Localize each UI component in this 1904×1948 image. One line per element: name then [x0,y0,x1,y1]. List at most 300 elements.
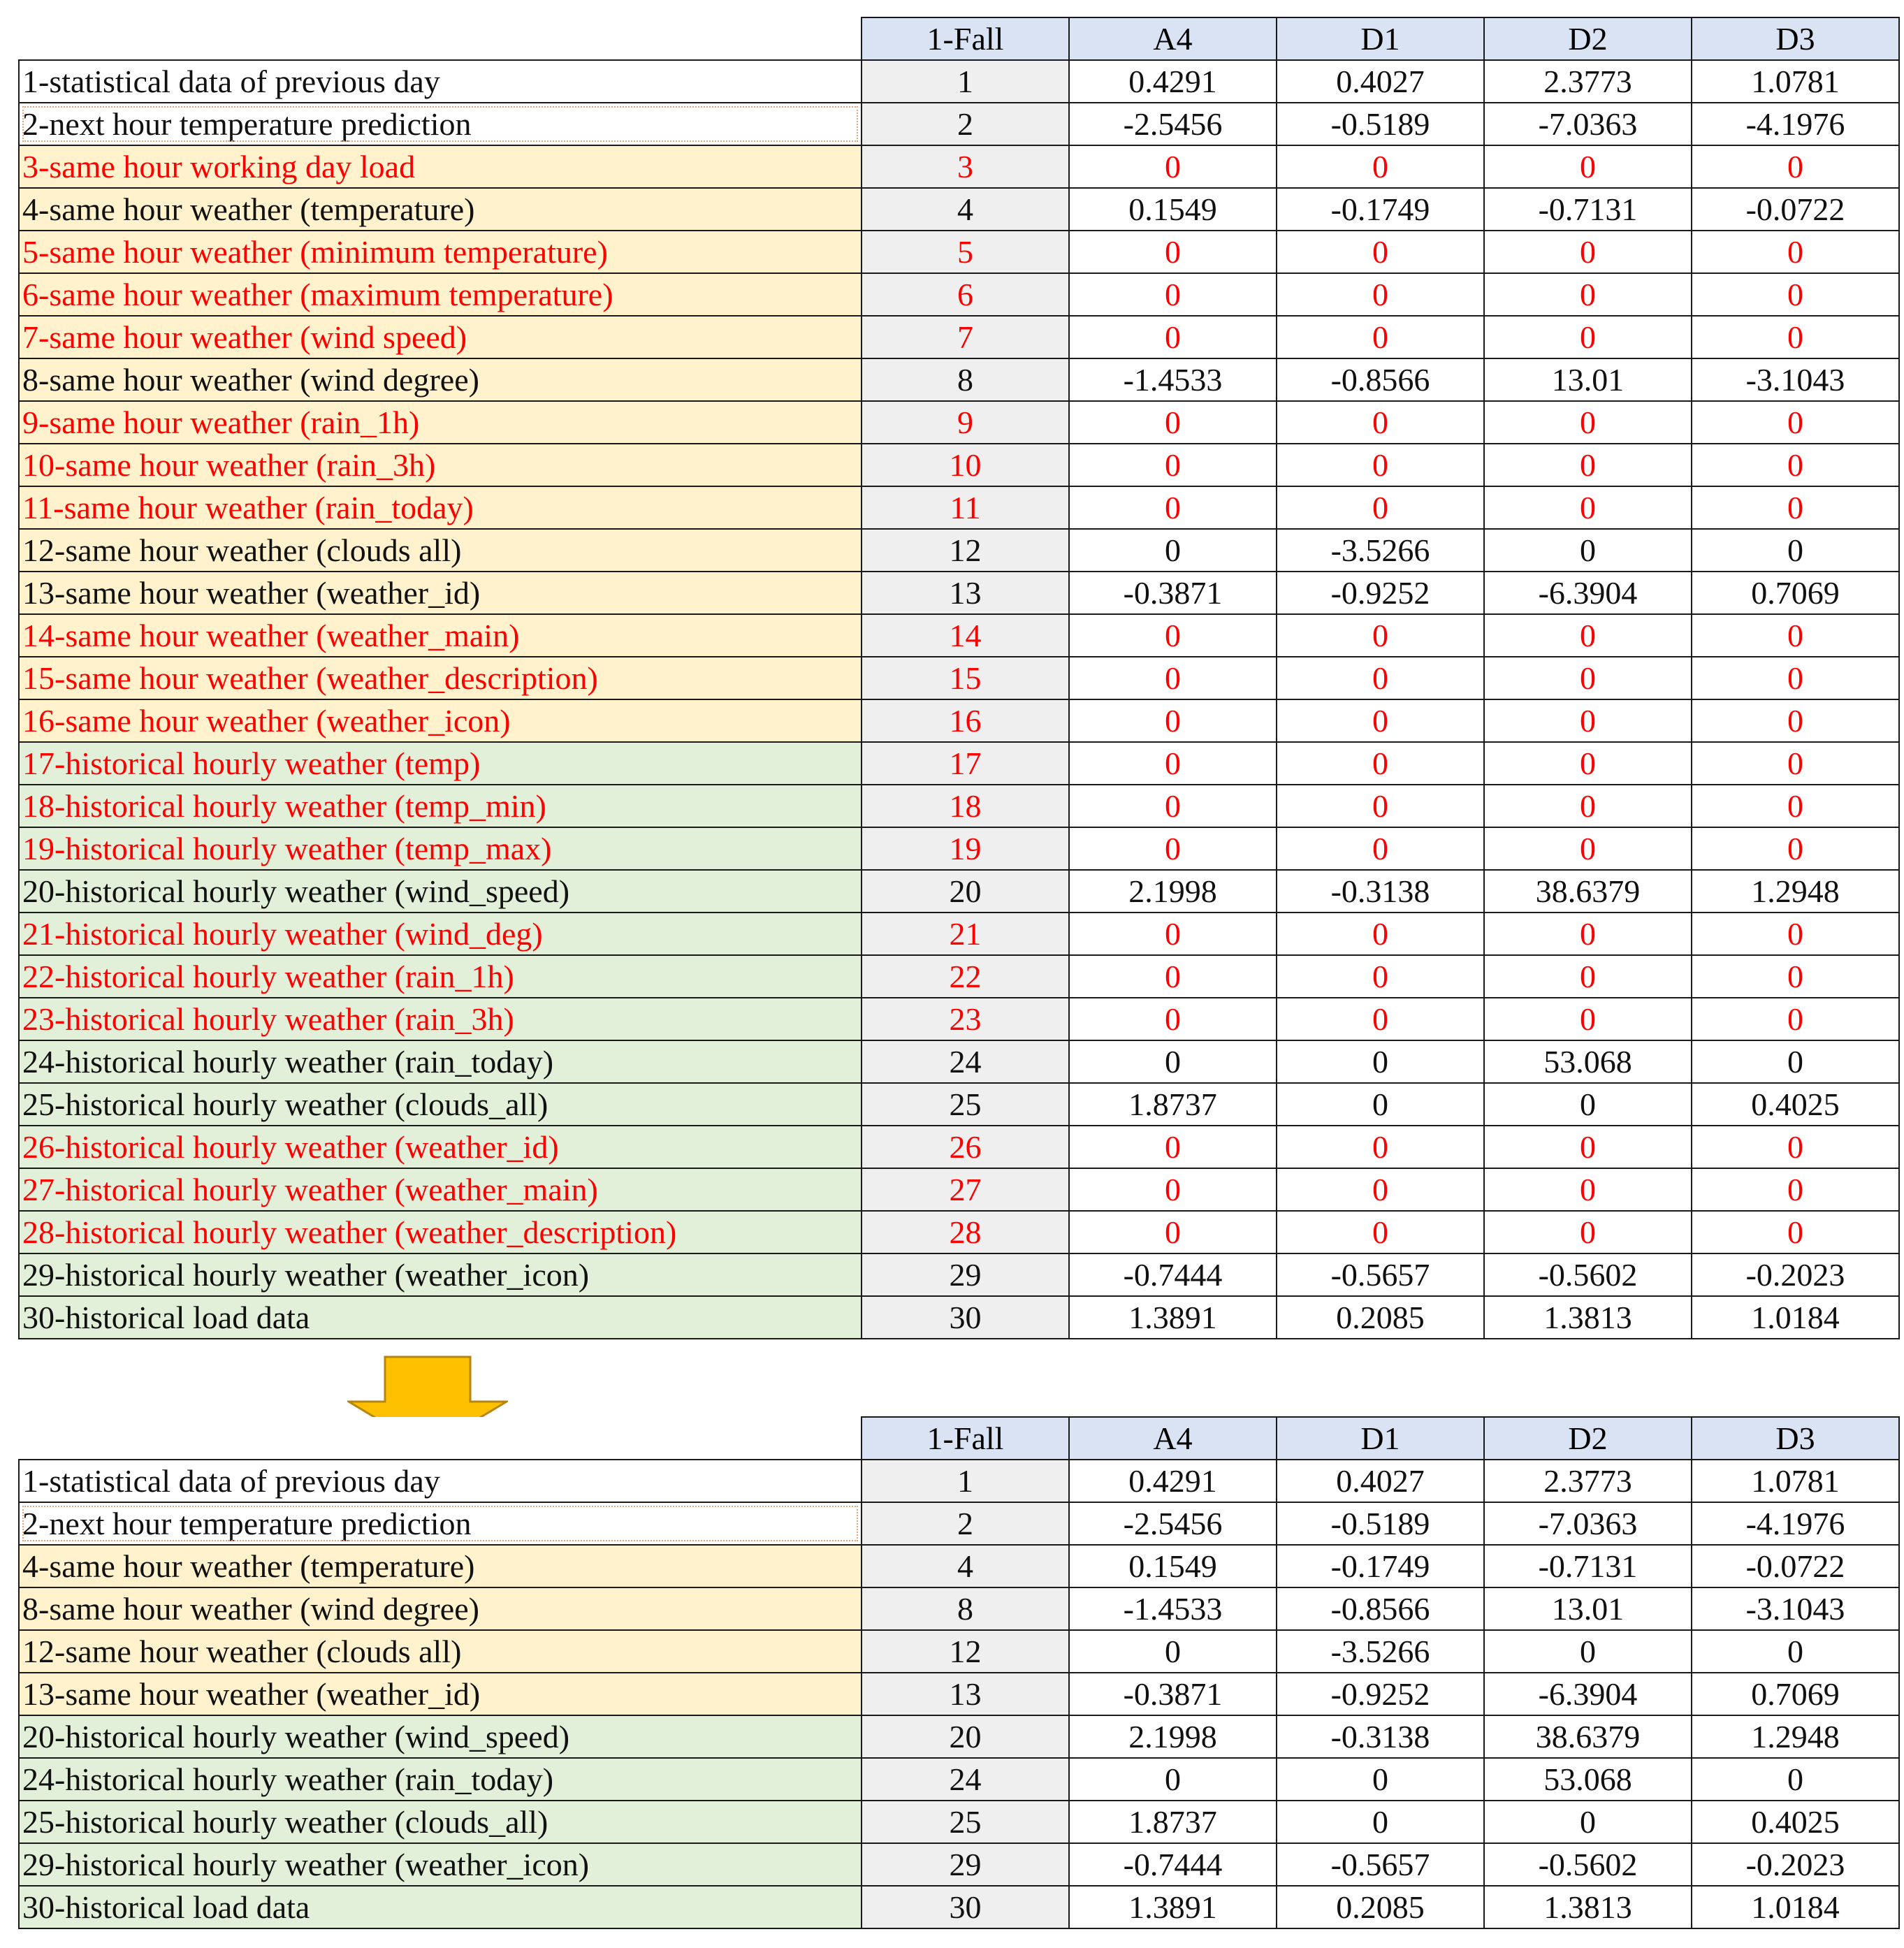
feature-label: 19-historical hourly weather (temp_max) [19,827,862,870]
feature-label: 2-next hour temperature prediction [19,1502,862,1545]
feature-table-full-body [19,17,1899,1339]
value-cell: 0 [1484,614,1692,657]
column-header: D3 [1692,17,1899,60]
value-cell: 1.0781 [1692,1460,1899,1502]
value-cell: 13.01 [1484,1587,1692,1630]
value-cell: 0 [1484,273,1692,316]
value-cell: -3.1043 [1692,1587,1899,1630]
table-row [19,103,1899,145]
value-cell: -0.7131 [1484,1545,1692,1587]
value-cell: 38.6379 [1484,1715,1692,1758]
value-cell: 0 [1692,913,1899,955]
value-cell: -6.3904 [1484,1673,1692,1715]
value-cell: -0.8566 [1277,1587,1484,1630]
value-cell: 0 [1277,1758,1484,1801]
table-row [19,486,1899,529]
value-cell: 0 [1069,401,1277,444]
value-cell: -0.9252 [1277,1673,1484,1715]
value-cell: 0 [1069,614,1277,657]
feature-label: 12-same hour weather (clouds all) [19,529,862,572]
value-cell: -0.5189 [1277,103,1484,145]
value-cell: 0 [1277,316,1484,358]
value-cell: -1.4533 [1069,358,1277,401]
value-cell: 0 [1484,1630,1692,1673]
value-cell: 1.3891 [1069,1296,1277,1339]
feature-label: 10-same hour weather (rain_3h) [19,444,862,486]
value-cell: 0 [1484,444,1692,486]
value-cell: -3.1043 [1692,358,1899,401]
feature-index: 8 [862,358,1069,401]
value-cell: 0 [1069,742,1277,785]
table-row [19,316,1899,358]
feature-label: 12-same hour weather (clouds all) [19,1630,862,1673]
feature-label: 17-historical hourly weather (temp) [19,742,862,785]
value-cell: 0 [1484,657,1692,699]
value-cell: 0.4291 [1069,1460,1277,1502]
table-row [19,1673,1899,1715]
feature-index: 22 [862,955,1069,998]
feature-index: 9 [862,401,1069,444]
feature-label: 14-same hour weather (weather_main) [19,614,862,657]
value-cell: 53.068 [1484,1040,1692,1083]
value-cell: 2.3773 [1484,1460,1692,1502]
value-cell: 0 [1277,486,1484,529]
value-cell: 0 [1692,614,1899,657]
value-cell: 0 [1692,998,1899,1040]
value-cell: 0.1549 [1069,188,1277,231]
value-cell: 2.1998 [1069,870,1277,913]
feature-index: 12 [862,1630,1069,1673]
value-cell: 0 [1069,145,1277,188]
table-row [19,60,1899,103]
feature-index: 19 [862,827,1069,870]
feature-index: 3 [862,145,1069,188]
value-cell: -0.5602 [1484,1843,1692,1886]
feature-index: 10 [862,444,1069,486]
table-row [19,1211,1899,1253]
feature-index: 25 [862,1083,1069,1126]
value-cell: -0.5189 [1277,1502,1484,1545]
value-cell: 0 [1484,699,1692,742]
feature-label: 20-historical hourly weather (wind_speed) [19,1715,862,1758]
value-cell: 0 [1069,1126,1277,1168]
value-cell: 0 [1069,913,1277,955]
value-cell: -0.8566 [1277,358,1484,401]
feature-label: 28-historical hourly weather (weather_description) [19,1211,862,1253]
table-row [19,529,1899,572]
header-row [19,1417,1899,1460]
value-cell: 0 [1692,955,1899,998]
feature-index: 7 [862,316,1069,358]
table-row [19,401,1899,444]
feature-index: 30 [862,1886,1069,1928]
table-row [19,358,1899,401]
value-cell: 0 [1069,699,1277,742]
table-row [19,273,1899,316]
value-cell: 0 [1484,145,1692,188]
feature-index: 5 [862,231,1069,273]
value-cell: 0.4027 [1277,60,1484,103]
table-row [19,1083,1899,1126]
feature-index: 17 [862,742,1069,785]
value-cell: 0 [1692,273,1899,316]
value-cell: -0.5657 [1277,1253,1484,1296]
feature-label: 23-historical hourly weather (rain_3h) [19,998,862,1040]
value-cell: 1.0781 [1692,60,1899,103]
value-cell: -0.7444 [1069,1843,1277,1886]
value-cell: -0.5602 [1484,1253,1692,1296]
feature-label: 30-historical load data [19,1886,862,1928]
value-cell: 0 [1277,1168,1484,1211]
value-cell: 0 [1277,955,1484,998]
feature-label: 22-historical hourly weather (rain_1h) [19,955,862,998]
value-cell: 0 [1484,1801,1692,1843]
value-cell: 0 [1277,742,1484,785]
value-cell: -0.2023 [1692,1843,1899,1886]
table-row [19,572,1899,614]
table-row [19,913,1899,955]
value-cell: 0 [1277,444,1484,486]
value-cell: 0 [1692,699,1899,742]
value-cell: -0.3871 [1069,572,1277,614]
value-cell: 0 [1069,273,1277,316]
value-cell: 0 [1484,913,1692,955]
value-cell: 0 [1692,1040,1899,1083]
value-cell: 1.3813 [1484,1296,1692,1339]
feature-label: 26-historical hourly weather (weather_id) [19,1126,862,1168]
column-header: 1-Fall [862,17,1069,60]
value-cell: 13.01 [1484,358,1692,401]
value-cell: 0 [1484,1126,1692,1168]
table-row [19,742,1899,785]
value-cell: 0 [1692,1168,1899,1211]
feature-label: 25-historical hourly weather (clouds_all) [19,1083,862,1126]
feature-label: 7-same hour weather (wind speed) [19,316,862,358]
value-cell: 0 [1692,316,1899,358]
value-cell: -1.4533 [1069,1587,1277,1630]
feature-index: 13 [862,572,1069,614]
value-cell: 0 [1692,785,1899,827]
table-row [19,1587,1899,1630]
value-cell: 0 [1277,785,1484,827]
value-cell: -0.3138 [1277,1715,1484,1758]
value-cell: 38.6379 [1484,870,1692,913]
feature-label: 3-same hour working day load [19,145,862,188]
feature-label: 18-historical hourly weather (temp_min) [19,785,862,827]
feature-index: 2 [862,103,1069,145]
table-row [19,1040,1899,1083]
table-row [19,444,1899,486]
value-cell: -2.5456 [1069,1502,1277,1545]
value-cell: 2.1998 [1069,1715,1277,1758]
value-cell: 0 [1484,1083,1692,1126]
feature-label: 11-same hour weather (rain_today) [19,486,862,529]
feature-label: 15-same hour weather (weather_description) [19,657,862,699]
table-row [19,1886,1899,1928]
table-row [19,1126,1899,1168]
value-cell: 0 [1484,998,1692,1040]
feature-index: 28 [862,1211,1069,1253]
value-cell: 0 [1277,1083,1484,1126]
value-cell: 0 [1277,827,1484,870]
value-cell: -4.1976 [1692,1502,1899,1545]
value-cell: 0 [1069,1758,1277,1801]
value-cell: -4.1976 [1692,103,1899,145]
value-cell: 0 [1277,1126,1484,1168]
value-cell: 0 [1069,998,1277,1040]
feature-index: 27 [862,1168,1069,1211]
feature-index: 23 [862,998,1069,1040]
feature-label: 4-same hour weather (temperature) [19,188,862,231]
feature-label: 8-same hour weather (wind degree) [19,358,862,401]
value-cell: 0 [1692,742,1899,785]
value-cell: 1.3891 [1069,1886,1277,1928]
value-cell: 0 [1484,529,1692,572]
feature-index: 29 [862,1253,1069,1296]
value-cell: 0 [1484,1168,1692,1211]
feature-index: 4 [862,1545,1069,1587]
table-row [19,1253,1899,1296]
value-cell: -0.5657 [1277,1843,1484,1886]
value-cell: 0 [1069,486,1277,529]
value-cell: 0.4291 [1069,60,1277,103]
value-cell: 0 [1069,1630,1277,1673]
table-row [19,699,1899,742]
value-cell: 0 [1277,231,1484,273]
feature-index: 8 [862,1587,1069,1630]
value-cell: 0.4027 [1277,1460,1484,1502]
feature-label: 1-statistical data of previous day [19,1460,862,1502]
value-cell: 53.068 [1484,1758,1692,1801]
value-cell: -0.1749 [1277,1545,1484,1587]
value-cell: -0.0722 [1692,188,1899,231]
table-row [19,1843,1899,1886]
feature-index: 25 [862,1801,1069,1843]
header-blank-cell [19,1417,862,1460]
value-cell: 0 [1069,316,1277,358]
value-cell: 0 [1277,913,1484,955]
feature-table-full [18,17,1900,1339]
value-cell: 0 [1484,955,1692,998]
value-cell: 0 [1692,1630,1899,1673]
feature-label: 13-same hour weather (weather_id) [19,1673,862,1715]
column-header: D2 [1484,1417,1692,1460]
table-row [19,1758,1899,1801]
table-row [19,998,1899,1040]
table-row [19,785,1899,827]
feature-index: 13 [862,1673,1069,1715]
feature-index: 20 [862,870,1069,913]
value-cell: -3.5266 [1277,529,1484,572]
value-cell: 0.2085 [1277,1886,1484,1928]
value-cell: 0 [1277,998,1484,1040]
value-cell: 0 [1069,1211,1277,1253]
table-row [19,1715,1899,1758]
value-cell: 0 [1277,657,1484,699]
feature-label: 21-historical hourly weather (wind_deg) [19,913,862,955]
feature-label: 29-historical hourly weather (weather_icon) [19,1843,862,1886]
value-cell: 0 [1692,401,1899,444]
feature-table-selected [18,1416,1900,1929]
value-cell: 0 [1277,1040,1484,1083]
table-row [19,188,1899,231]
feature-label: 9-same hour weather (rain_1h) [19,401,862,444]
feature-index: 1 [862,60,1069,103]
feature-index: 30 [862,1296,1069,1339]
value-cell: 1.0184 [1692,1296,1899,1339]
value-cell: 0 [1484,1211,1692,1253]
column-header: 1-Fall [862,1417,1069,1460]
column-header: D1 [1277,17,1484,60]
feature-index: 14 [862,614,1069,657]
value-cell: 0 [1069,785,1277,827]
value-cell: -0.7131 [1484,188,1692,231]
feature-index: 6 [862,273,1069,316]
table-row [19,1460,1899,1502]
value-cell: 0.4025 [1692,1801,1899,1843]
feature-label: 2-next hour temperature prediction [19,103,862,145]
value-cell: -0.3871 [1069,1673,1277,1715]
value-cell: 0 [1277,273,1484,316]
feature-index: 2 [862,1502,1069,1545]
feature-label: 1-statistical data of previous day [19,60,862,103]
table-row [19,955,1899,998]
feature-label: 16-same hour weather (weather_icon) [19,699,862,742]
value-cell: -7.0363 [1484,1502,1692,1545]
value-cell: 1.3813 [1484,1886,1692,1928]
table-row [19,614,1899,657]
value-cell: 0 [1484,742,1692,785]
value-cell: 0 [1484,785,1692,827]
value-cell: 0 [1692,1758,1899,1801]
feature-label: 6-same hour weather (maximum temperature) [19,273,862,316]
column-header: D2 [1484,17,1692,60]
feature-label: 30-historical load data [19,1296,862,1339]
feature-label: 24-historical hourly weather (rain_today) [19,1758,862,1801]
value-cell: 0 [1692,529,1899,572]
value-cell: -0.9252 [1277,572,1484,614]
value-cell: 0 [1277,401,1484,444]
feature-label: 13-same hour weather (weather_id) [19,572,862,614]
value-cell: 1.2948 [1692,1715,1899,1758]
feature-label: 27-historical hourly weather (weather_main) [19,1168,862,1211]
feature-index: 16 [862,699,1069,742]
table-row [19,1296,1899,1339]
column-header: D3 [1692,1417,1899,1460]
feature-index: 24 [862,1758,1069,1801]
feature-label: 4-same hour weather (temperature) [19,1545,862,1587]
value-cell: -0.0722 [1692,1545,1899,1587]
table-row [19,1801,1899,1843]
value-cell: 0 [1069,955,1277,998]
feature-table-selected-body [19,1417,1899,1928]
value-cell: -3.5266 [1277,1630,1484,1673]
value-cell: 0.7069 [1692,1673,1899,1715]
value-cell: 0 [1484,827,1692,870]
value-cell: 0 [1069,529,1277,572]
value-cell: 0 [1277,699,1484,742]
feature-index: 21 [862,913,1069,955]
value-cell: 0 [1692,1126,1899,1168]
header-row [19,17,1899,60]
feature-index: 18 [862,785,1069,827]
feature-label: 20-historical hourly weather (wind_speed) [19,870,862,913]
value-cell: 0 [1277,145,1484,188]
column-header: A4 [1069,17,1277,60]
value-cell: 1.0184 [1692,1886,1899,1928]
value-cell: 0 [1484,231,1692,273]
value-cell: 0 [1692,145,1899,188]
value-cell: 0 [1692,657,1899,699]
value-cell: 0 [1069,657,1277,699]
value-cell: 0 [1277,1211,1484,1253]
value-cell: -0.2023 [1692,1253,1899,1296]
value-cell: 0 [1484,486,1692,529]
header-blank-cell [19,17,862,60]
value-cell: -0.1749 [1277,188,1484,231]
value-cell: -2.5456 [1069,103,1277,145]
value-cell: 0 [1069,1168,1277,1211]
feature-index: 29 [862,1843,1069,1886]
table-row [19,1545,1899,1587]
table-row [19,1168,1899,1211]
value-cell: 0 [1484,401,1692,444]
feature-label: 8-same hour weather (wind degree) [19,1587,862,1630]
value-cell: 0 [1069,231,1277,273]
feature-index: 4 [862,188,1069,231]
table-row [19,1630,1899,1673]
value-cell: 0.1549 [1069,1545,1277,1587]
table-row [19,145,1899,188]
value-cell: 1.8737 [1069,1801,1277,1843]
value-cell: 0 [1692,231,1899,273]
table-row [19,1502,1899,1545]
value-cell: -0.7444 [1069,1253,1277,1296]
feature-label: 5-same hour weather (minimum temperature) [19,231,862,273]
feature-index: 15 [862,657,1069,699]
table-row [19,231,1899,273]
feature-index: 11 [862,486,1069,529]
feature-index: 12 [862,529,1069,572]
column-header: D1 [1277,1417,1484,1460]
value-cell: 0 [1484,316,1692,358]
value-cell: 0.2085 [1277,1296,1484,1339]
value-cell: 0 [1069,827,1277,870]
table-row [19,870,1899,913]
feature-label: 24-historical hourly weather (rain_today) [19,1040,862,1083]
value-cell: 0 [1692,444,1899,486]
value-cell: 1.2948 [1692,870,1899,913]
value-cell: 0 [1692,486,1899,529]
value-cell: 0 [1277,614,1484,657]
value-cell: 0 [1692,1211,1899,1253]
feature-index: 26 [862,1126,1069,1168]
value-cell: 0.4025 [1692,1083,1899,1126]
table-row [19,657,1899,699]
feature-index: 20 [862,1715,1069,1758]
value-cell: 0 [1277,1801,1484,1843]
value-cell: -6.3904 [1484,572,1692,614]
column-header: A4 [1069,1417,1277,1460]
value-cell: 2.3773 [1484,60,1692,103]
value-cell: 0 [1069,1040,1277,1083]
feature-index: 24 [862,1040,1069,1083]
feature-index: 1 [862,1460,1069,1502]
value-cell: 0 [1069,444,1277,486]
value-cell: 0.7069 [1692,572,1899,614]
feature-label: 29-historical hourly weather (weather_icon) [19,1253,862,1296]
value-cell: -0.3138 [1277,870,1484,913]
